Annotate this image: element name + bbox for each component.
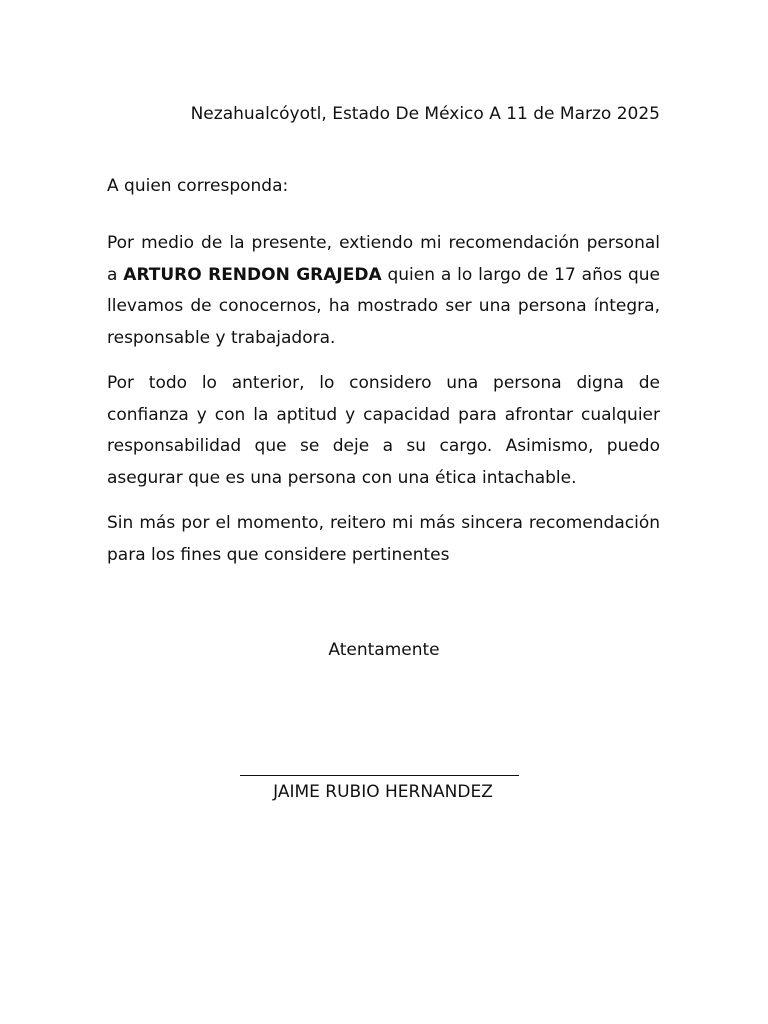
paragraph1-rest: quien a lo largo de 17 años que llevamos de conocernos, ha mostrado ser una persona íntegra, responsable y trabajadora. <box>107 264 661 348</box>
paragraph1-intro: Por medio de la presente, extiendo mi recomendación personal a <box>107 233 660 285</box>
dateline: Nezahualcóyotl, Estado De México A 11 de Marzo 2025 <box>190 104 660 124</box>
paragraph-recommendation <box>107 228 660 354</box>
signature-line <box>240 775 519 776</box>
paragraph-closing-remarks: Sin más por el momento, reitero mi más sincera recomendación para los fines que considere pertinentes <box>107 513 660 565</box>
closing-word: Atentamente <box>328 640 440 660</box>
signer-name: JAIME RUBIO HERNANDEZ <box>273 782 493 802</box>
paragraph-qualities: Por todo lo anterior, lo considero una persona digna de confianza y con la aptitud y capacidad para afrontar cualquier responsabilidad que se deje a su cargo. Asimismo, puedo asegurar que es una persona con una ética intachable. <box>107 373 660 488</box>
letter-body <box>107 228 660 585</box>
greeting: A quien corresponda: <box>107 176 289 196</box>
recommended-person-name: ARTURO RENDON GRAJEDA <box>123 264 382 285</box>
